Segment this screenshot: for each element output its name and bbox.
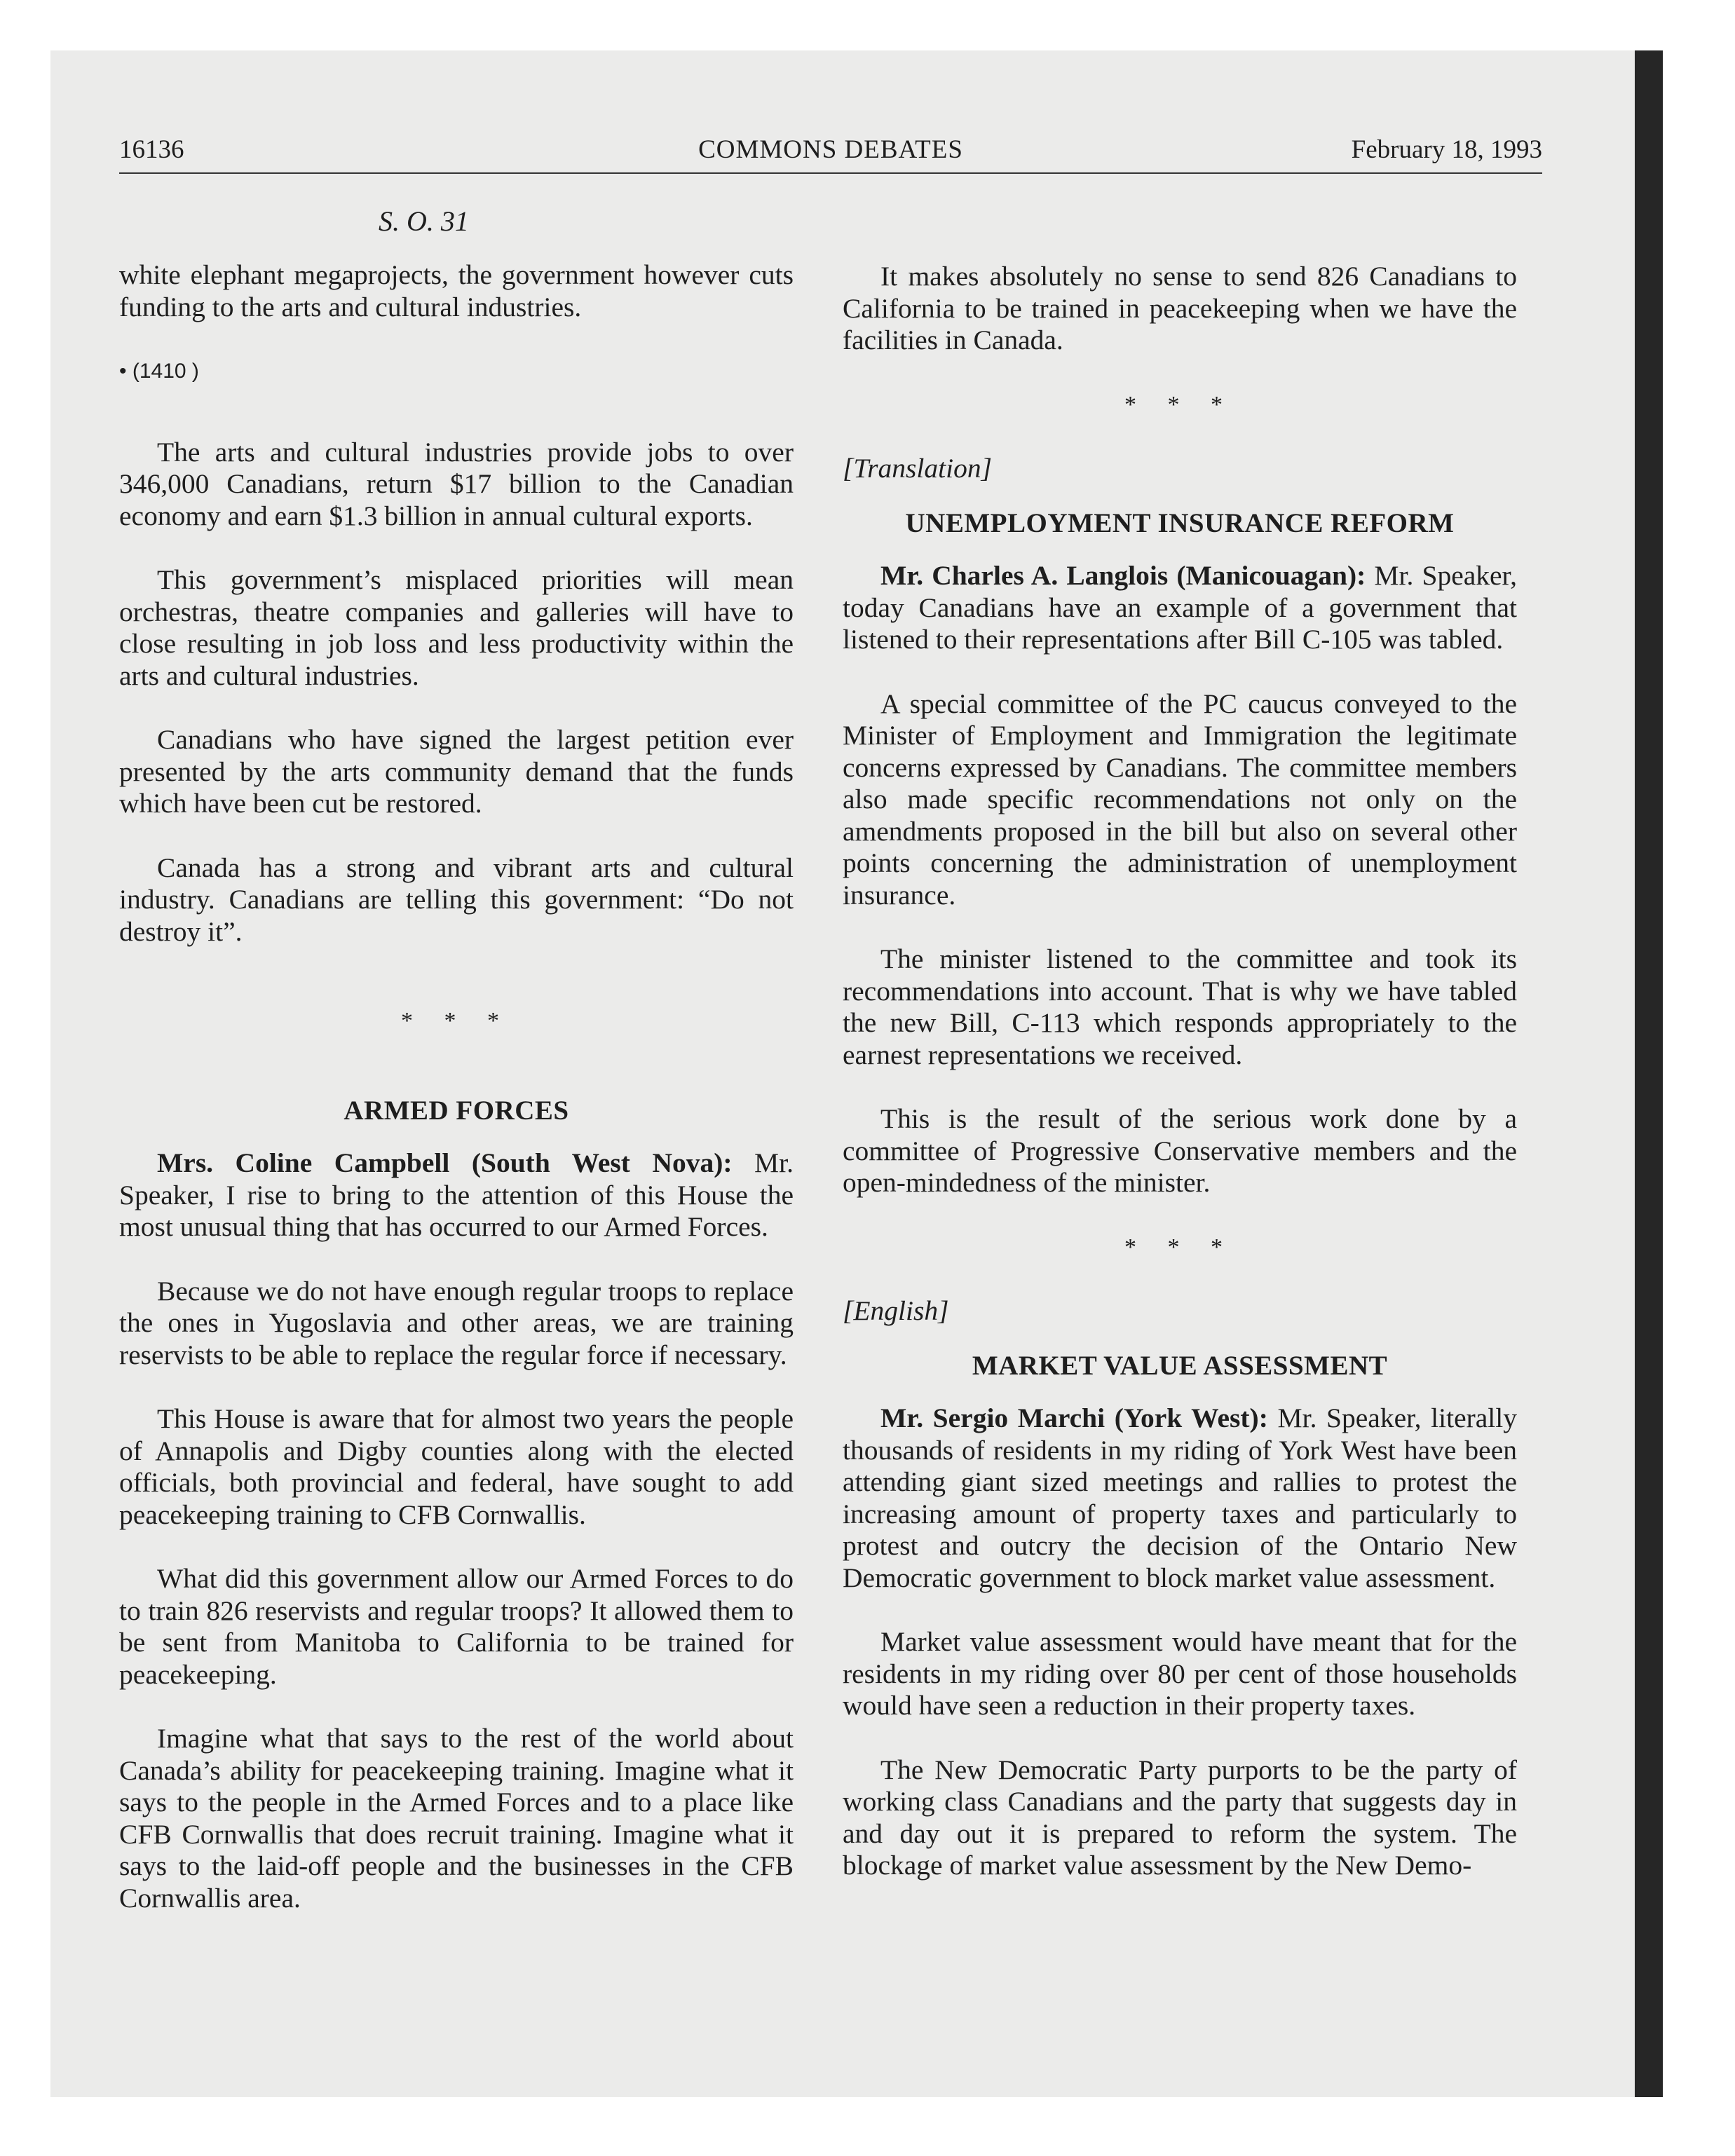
language-tag: [English] (843, 1295, 949, 1326)
page-header (119, 135, 1542, 171)
section-heading: ARMED FORCES (343, 1095, 569, 1126)
page-number: 16136 (119, 135, 184, 164)
header-date: February 18, 1993 (1351, 135, 1542, 164)
paragraph: The New Democratic Party purports to be the party of working class Canadians and the party that suggests day in and day out it is prepared to reform the system. The blockage of market value assessment by the New Demo- (843, 1754, 1517, 1881)
section-separator: * * * (1124, 1234, 1235, 1260)
paragraph: The arts and cultural industries provide jobs to over 346,000 Canadians, return $17 billion to the Canadian economy and earn $1.3 billion in annual cultural exports. (119, 436, 794, 531)
paragraph: Canada has a strong and vibrant arts and cultural industry. Canadians are telling this government: “Do not destroy it”. (119, 852, 794, 947)
speech-text: Mr. Speaker, I rise to bring to the attention of this House the most unusual thing that has occurred to our Armed Forces. (119, 1147, 794, 1242)
paragraph: Canadians who have signed the largest petition ever presented by the arts community demand that the funds which have been cut be restored. (119, 724, 794, 819)
speaker-name: Mrs. Coline Campbell (South West Nova): (157, 1147, 733, 1178)
language-tag: [Translation] (843, 453, 992, 484)
scan-edge-bar (1635, 50, 1663, 2097)
paragraph: What did this government allow our Armed Forces to do to train 826 reservists and regular troops? It allowed them to be sent from Manitoba to California to be trained for peacekeeping. (119, 1563, 794, 1690)
paragraph: Market value assessment would have meant that for the residents in my riding over 80 per cent of those households would have seen a reduction in their property taxes. (843, 1626, 1517, 1721)
section-separator: * * * (1124, 391, 1235, 418)
header-rule (119, 172, 1542, 174)
right-column (843, 261, 1517, 1914)
paragraph: Imagine what that says to the rest of the world about Canada’s ability for peacekeeping training. Imagine what it says to the people in the Armed Forces and to a place like CFB Cornwallis that does recruit training. Imagine what it says to the laid-off people and the businesses in the CFB Cornwallis area. (119, 1723, 794, 1913)
section-heading: MARKET VALUE ASSESSMENT (972, 1350, 1388, 1381)
left-column (119, 259, 794, 1946)
paragraph: white elephant megaprojects, the government however cuts funding to the arts and cultural industries. (119, 259, 794, 322)
speaker-name: Mr. Sergio Marchi (York West): (880, 1403, 1268, 1433)
speech-text: Mr. Speaker, today Canadians have an example of a government that listened to their representations after Bill C-105 was tabled. (843, 560, 1517, 655)
paragraph: A special committee of the PC caucus conveyed to the Minister of Employment and Immigration the legitimate concerns expressed by Canadians. The committee members also made specific recommendations not only on the amendments proposed in the bill but also on several other points concerning the administration of unemployment insurance. (843, 688, 1517, 910)
speech-text: Mr. Speaker, literally thousands of residents in my riding of York West have been attending giant sized meetings and rallies to protest the increasing amount of property taxes and particularly to protest and outcry the decision of the Ontario New Democratic government to block market value assessment. (843, 1403, 1518, 1593)
paragraph: This is the result of the serious work done by a committee of Progressive Conservative members and the open-mindedness of the minister. (843, 1103, 1517, 1198)
speech-paragraph (119, 1147, 794, 1243)
paragraph: This government’s misplaced priorities will mean orchestras, theatre companies and galleries will have to close resulting in job loss and less productivity within the arts and cultural industries. (119, 564, 794, 691)
publication-title: COMMONS DEBATES (698, 135, 963, 164)
standing-order-label: S. O. 31 (379, 205, 469, 237)
time-marker: • (1410 ) (119, 360, 199, 383)
section-separator: * * * (401, 1008, 512, 1034)
speech-paragraph (843, 1403, 1517, 1594)
paragraph: This House is aware that for almost two years the people of Annapolis and Digby counties along with the elected officials, both provincial and federal, have sought to add peacekeeping training to CFB Cornwallis. (119, 1403, 794, 1530)
section-heading: UNEMPLOYMENT INSURANCE REFORM (905, 507, 1455, 538)
speaker-name: Mr. Charles A. Langlois (Manicouagan): (880, 560, 1366, 591)
paragraph: It makes absolutely no sense to send 826 Canadians to California to be trained in peacekeeping when we have the facilities in Canada. (843, 261, 1517, 355)
paragraph: Because we do not have enough regular troops to replace the ones in Yugoslavia and other areas, we are training reservists to be able to replace the regular force if necessary. (119, 1275, 794, 1370)
speech-paragraph (843, 560, 1517, 656)
paragraph: The minister listened to the committee and took its recommendations into account. That is why we have tabled the new Bill, C-113 which responds appropriately to the earnest representations we received. (843, 943, 1517, 1070)
